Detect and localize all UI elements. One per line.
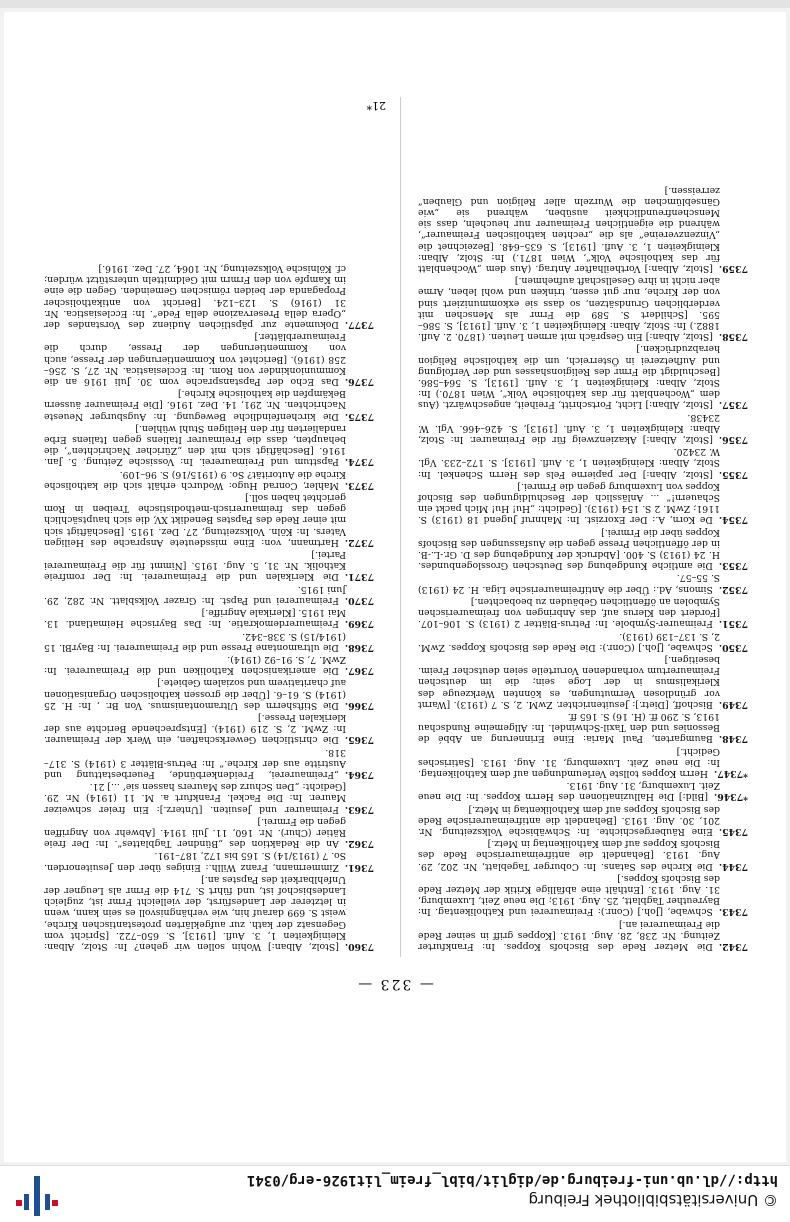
entry-text: Das Echo der Papstansprache vom 30. Juli 1916 an die Kommunionkinder von Rom. In: Ecclesiastica. Nr. 27, S. 256–258 (1916). [Berichtet von Kommentierungen der Presse, auch von Kommentierungen der Presse, durch die Freimaurerblätter.] [44, 331, 346, 388]
left-column [418, 183, 748, 952]
entry-text: Herrn Koppes tollste Verleumdungen auf dem Katholikentag. In: Die neue Zeit. Luxemburg, 31. Aug. 1913. [Satirisches Gedicht.] [418, 745, 720, 779]
bibliography-entry [418, 711, 748, 745]
bibliography-entry [418, 526, 748, 571]
bibliography-entry [44, 423, 374, 468]
entry-number: 7352. [718, 583, 748, 595]
bibliography-entry [44, 549, 374, 583]
bibliography-entry [44, 263, 374, 330]
entry-number: 7351. [718, 618, 748, 630]
entry-number: 7348. [718, 733, 748, 745]
entry-number: *7346. [714, 791, 748, 803]
bibliography-entry [44, 746, 374, 780]
entry-number: 7363. [344, 803, 374, 815]
bibliography-entry [44, 816, 374, 850]
viewer-header [0, 1165, 790, 1222]
entry-number: 7357. [718, 399, 748, 411]
entry-text: Die Klerikalen und die Freimaurerei. In: Der romfreie Katholik. Nr. 31, 5. Aug. 1915. [Nimmt für die Freimaurerei Partei.] [44, 549, 346, 583]
entry-number: 7364. [344, 768, 374, 780]
entry-number: 7360. [344, 941, 374, 952]
entry-text: „Freimaurerei, Freidenkerbünde, Feuerbestattung und Austritte aus der Kirche.“ In: Petrus-Blätter 3 (1914) S. 317–318. [44, 746, 346, 780]
column-divider [400, 97, 401, 957]
entry-number: 7366. [344, 699, 374, 711]
entry-text: An die Redaktion des „Bündner Tagblattes“. In: Der freie Rätier (Chur). Nr. 160, 11. Juli 1914. [Abwehr von Angriffen gegen die Frmrei.] [44, 815, 346, 850]
entry-text: Dokumente zur päpstlichen Audienz des Vorstandes der „Opera della Preservazione della Fede“. In: Ecclesiastica. Nr. 31 (1916) S. 123–124. [Bericht von antikatholischer Propaganda der beiden römischen Gemeinden. Gegen die eine im Kampfe von den Frmrn mit Geldmitteln unterstützt würden; cf. Kölnische Volkszeitung, Nr. 1064, 27. Dez. 1916.] [44, 263, 346, 331]
bibliography-entry [44, 630, 374, 652]
bibliography-entry [418, 838, 748, 872]
bibliography-entry [418, 803, 748, 837]
entry-text: Mahler, Conrad Hugo: Wodurch erhält sich die katholische Kirche die Autorität? So. 9 (1915/16) S. 96–109. [44, 468, 346, 491]
entry-number: 7354. [718, 514, 748, 526]
entry-number: 7371. [344, 571, 374, 583]
entry-number: 7374. [344, 456, 374, 468]
entry-text: Die Kirche des Satans. In: Coburger Tageblatt, Nr. 202, 29. Aug. 1913. [Behandelt die antifreimaurerische Rede des Bischofs Koppes auf dem Katholikentag in Metz.] [418, 838, 720, 872]
entry-number: 7369. [344, 618, 374, 630]
entry-text: Freimaurerdemokratie. In: Das Bayrische Heimatland. 13. Mai 1915. [Klerikale Angriffe.] [44, 607, 346, 630]
bibliography-entry [418, 572, 748, 594]
entry-number: 7342. [718, 941, 748, 952]
bibliography-entry [44, 492, 374, 548]
entry-number: 7344. [718, 860, 748, 872]
page-number: — 323 — [356, 976, 434, 992]
entry-number: 7362. [344, 838, 374, 850]
entry-text: Die Stiftsherrn des Ultramontanismus. Von Br. ‚ In: H. 25 (1914) S. 61–6. [Über die grossen katholischen Organisationen auf charitativem und sozialem Gebiete.] [44, 677, 346, 711]
bibliography-entry [44, 607, 374, 629]
entry-text: Bischoff, [Dietr.]: Jesuitenrichter. ZwM. 2, S. 7 (1913). [Warnt vor gründlosen Vermutungen, es könnten Werkzeuge des Klerikalismus in der Loge sein; die im deutschen Freimaurertum vorhandenen Vorurteile seien deutscher Freim. beseitigen.] [418, 653, 720, 710]
bibliography-entry [44, 468, 374, 490]
entry-number: 7359. [718, 263, 748, 275]
entry-text: Schwabe, [Joh.] (Conr.): Die Rede des Bischofs Koppes. ZwM. 2, S. 137–139 (1913). [418, 630, 720, 653]
entry-text: Freimaurerei und Papst. In: Grazer Volksblatt. Nr. 282, 29. Juni 1915. [44, 583, 346, 606]
entry-text: [Stolz, Alban:] Wohin sollen wir gehen? In: Stolz, Alban: Kleinigkeiten 1, 3. Aufl. [1913], S. 650–722. [Spricht vom Gegensatz der kath. zur aufgeklärten protestantischen Kirche, weist S. 699 darauf hin, wie verhängnisvoll es sein kann, wenn in letzterer der Landesfürst, der vielleicht Frmr ist, zugleich Landesbischof ist, und führt S. 714 die Frmr als Leugner der Unfehlbarkeit des Papstes an.] [44, 873, 346, 952]
entry-number: 7375. [344, 410, 374, 422]
bibliography-entry [418, 780, 748, 802]
entry-number: 7353. [718, 560, 748, 572]
ub-freiburg-logo-icon [14, 1176, 60, 1216]
entry-text: Freimaurer und Jesuiten. [Unterz.]: Ein freier schweizer Maurer. In: Die Fackel. Frankfurt a. M. 11 (1914) Nr. 29. [Gedicht: „Den Schurz des Maurers hassen sie‘ ...] 21. [44, 781, 346, 815]
entry-number: 7345. [718, 825, 748, 837]
entry-number: 7355. [718, 468, 748, 480]
entry-number: 7358. [718, 331, 748, 343]
entry-text: Schwabe, [Joh.] (Conr.): Freimaurerei und Katholikentag. In: Bayreuther Tagblatt, 25. Aug. 1913; Die neue Zeit, Luxemburg, 31. Aug. 1913. [Enthält eine abfällige Kritik der Metzer Rede des Bischofs Koppes.] [418, 872, 720, 918]
entry-number: 7356. [718, 434, 748, 446]
entry-number: *7347. [714, 767, 748, 779]
entry-text: Zimmermann, Franz Willh.: Einiges über den Jesuitenorden. So. 7 (1913/14) S. 165 bis 172, 187–191. [44, 850, 346, 873]
entry-text: De Korn, A.: Der Exorzist. In: Mahnruf Jugend 18 (1913) S. 1161; ZwM. 2 S. 154 (1913). [Gedicht: „Hu! Hu! Mich packt ein Schauern!“ ... Anlässlich der Beschuldigungen des Bischof Koppes von Luxemburg gegen die Frmrei.] [418, 480, 720, 526]
entry-number: 7370. [344, 594, 374, 606]
bibliography-entry [418, 654, 748, 710]
copyright-title: © Universitätsbibliothek Freiburg [528, 1191, 778, 1209]
bibliography-entry [418, 411, 748, 445]
entry-text: Freimaurer-Symbole. In: Petrus-Blätter 2 (1913) S. 106–107. [Fordert den Klerus auf, das Anbringen von freimaurerischen Symbolen an öffentlichen Gebäuden zu beobachten.] [418, 595, 720, 630]
bibliography-entry [44, 781, 374, 815]
entry-number: 7361. [344, 861, 374, 873]
entry-number: 7365. [344, 734, 374, 746]
bibliography-entry [44, 584, 374, 606]
bibliography-entry [418, 481, 748, 526]
bibliography-entry [44, 331, 374, 387]
bibliography-entry [44, 677, 374, 711]
bibliography-entry [418, 918, 748, 952]
entry-number: 7367. [344, 665, 374, 677]
bibliography-entry [44, 654, 374, 676]
entry-number: 7377. [344, 319, 374, 331]
entry-text: Die kirchenfeindliche Bewegung. In: Augsburger Neueste Nachrichten. Nr. 291, 14. Dez. 1916. [Die Freimaurer äussern Bekämpfen die katholische Kirche.] [44, 388, 346, 422]
entry-text: Die amerikanischen Katholiken und die Freimaurerei. In: ZwM. 7, S. 91–92 (1914). [44, 653, 346, 677]
entry-text: Simons, Ad.: Über die Antifreimaurerische Liga. H. 24 (1913) S. 55–57. [418, 572, 720, 595]
entry-number: 7376. [344, 376, 374, 388]
bibliography-entry [418, 343, 748, 410]
footer-strip [0, 0, 790, 8]
bibliography-entry [418, 596, 748, 630]
entry-number: 7349. [718, 698, 748, 710]
entry-text: [Stolz, Alban:] Der papierne Fels des Herrn Schenkel. In: Stolz, Alban: Kleinigkeiten 1, 3. Aufl. [1913]. S. 172–233. Vgl. W. 23420. [418, 446, 720, 480]
entry-text: Papsttum und Freimaurerei. In: Vossische Zeitung. 5. Jan. 1916. [Beschäftigt sich mit den „Züricher Nachrichten“, die behaupten, dass die Freimaurer Italiens gegen Italiens Erbe randalierten für den Heiligen Stuhl wühlen.] [44, 422, 346, 468]
right-column [44, 262, 374, 952]
bibliography-entry [418, 275, 748, 342]
bibliography-entry [44, 712, 374, 746]
bibliography-entry [44, 850, 374, 872]
document-url[interactable]: http://dl.ub.uni-freiburg.de/diglit/bibl_freim_lit1926-erg/0341 [246, 1172, 778, 1188]
entry-number: 7372. [344, 536, 374, 548]
entry-text: Eine Räubergeschichte. In: Schwäbische Volkszeitung. Nr. 201, 30. Aug. 1913. [Behandelt die antifreimaurerische Rede des Bischofs Koppes auf dem Katholikentag in Metz.] [418, 803, 720, 837]
bibliography-entry [418, 745, 748, 779]
entry-number: 7350. [718, 641, 748, 653]
entry-text: [Stolz, Alban:] Akazienzweig für die Freimaurer. In: Stolz, Alban: Kleinigkeiten 1, 3. Aufl. [1913], S. 426–466. Vgl. W. 23438. [418, 411, 720, 446]
entry-number: 7368. [344, 641, 374, 653]
bibliography-entry [44, 874, 374, 952]
entry-text: [Stolz, Alban:] Licht, Fortschritt, Freiheit, angeschwärzt. (Aus dem „Wochenblatt für das katholische Volk“, Wien 1870.) In: Stolz, Alban: Kleinigkeiten 1, 3. Aufl. [1913], S. 564–586. [Beschuldigt die Frmr des Religionshasses und der Verfolgung und Aufhetzerei in Österreich, um die katholische Religion herabzudrücken.] [418, 343, 720, 411]
entry-text: [Stolz, Alban:] Vortheilhafter Antrag. (Aus dem „Wochenblatt für das katholische Volk“, Wien 1871.) In: Stolz, Alban: Kleinigkeiten 1, 3. Aufl. [1913], S. 635–648. [Bezeichnet die „Vinzenzvereine“ als die „rechten katholischen Freimaurer“, während die eigentlichen Freimaurer nur heucheln, dass sie Menschenfreundlichkeit ausüben, während sie „wie Gänseblümchen die Wurzeln aller Religion und Glauben“ zerreissen.] [418, 184, 720, 275]
scanned-page [4, 12, 786, 1162]
signature-mark: 21* [366, 99, 386, 112]
bibliography-entry [418, 446, 748, 480]
entry-number: 7373. [344, 479, 374, 491]
bibliography-entry [418, 184, 748, 274]
entry-text: [Stolz, Alban:] Ein Gespräch mit armen Leuten. (1870. 2. Aufl. 1882.) In: Stolz, Alban: Kleinigkeiten 1, 3. Aufl. [1913], S. 586–595. [Schildert S. 589 die Frmr als Menschen mit verderblichen Grundsätzen, so dass sie exkommuniziert sind von der Kirche, nur gut essen, trinken und wohl leben, Arme aber nicht in ihre Gesellschaft aufnehmen.] [418, 275, 720, 343]
entry-text: Hartmann, von: Eine missdeutete Ansprache des Heiligen Vaters. In: Köln. Volkszeitung, 27. Dez. 1915. [Beschäftigt sich mit einer Rede des Papstes Benedikt XV, die sich hauptsächlich gegen das freimaurerisch-methodistische Treiben in Rom gerichtet haben soll.] [44, 492, 346, 548]
entry-text: Die christlichen Gewerkschaften, ein Werk der Freimaurer. In: ZwM. 2, S. 219 (1914). [Entsprechende Berichte aus der klerikalen Presse.] [44, 711, 346, 746]
bibliography-entry [418, 630, 748, 652]
entry-text: Baumgarten, Paul Maria: Eine Erinnerung an Abbé de Bessonies und den Taxil-Schwindel. In: Allgemeine Rundschau 1913, S. 290 ff. (H. 16) S. 165 ff. [418, 710, 720, 745]
entry-text: Die Metzer Rede des Bischofs Koppes. In: Frankfurter Zeitung. Nr. 238, 28. Aug. 1913. [Koppes griff in seiner Rede die Freimaurerei an.] [418, 918, 720, 952]
entry-text: Die ultramontane Presse und die Freimaurerei. In: BayrBl. 15 (1914/15) S. 338–342. [44, 630, 346, 653]
entry-text: Die amtliche Kundgebung des Deutschen Grosslogenbundes. H. 24 (1913) S. 400. [Abdruck der Kundgebung des D. Gr.-L.-B. in der öffentlichen Presse gegen die Ausfassungen des Bischofs Koppes über die Frmrei.] [418, 526, 720, 572]
entry-text: [Bild:] Die Halluzinationen des Herrn Koppes. In: Die neue Zeit. Luxemburg, 31. Aug. 1913. [418, 780, 720, 803]
entry-number: 7343. [718, 906, 748, 918]
bibliography-entry [418, 873, 748, 918]
bibliography-entry [44, 388, 374, 422]
